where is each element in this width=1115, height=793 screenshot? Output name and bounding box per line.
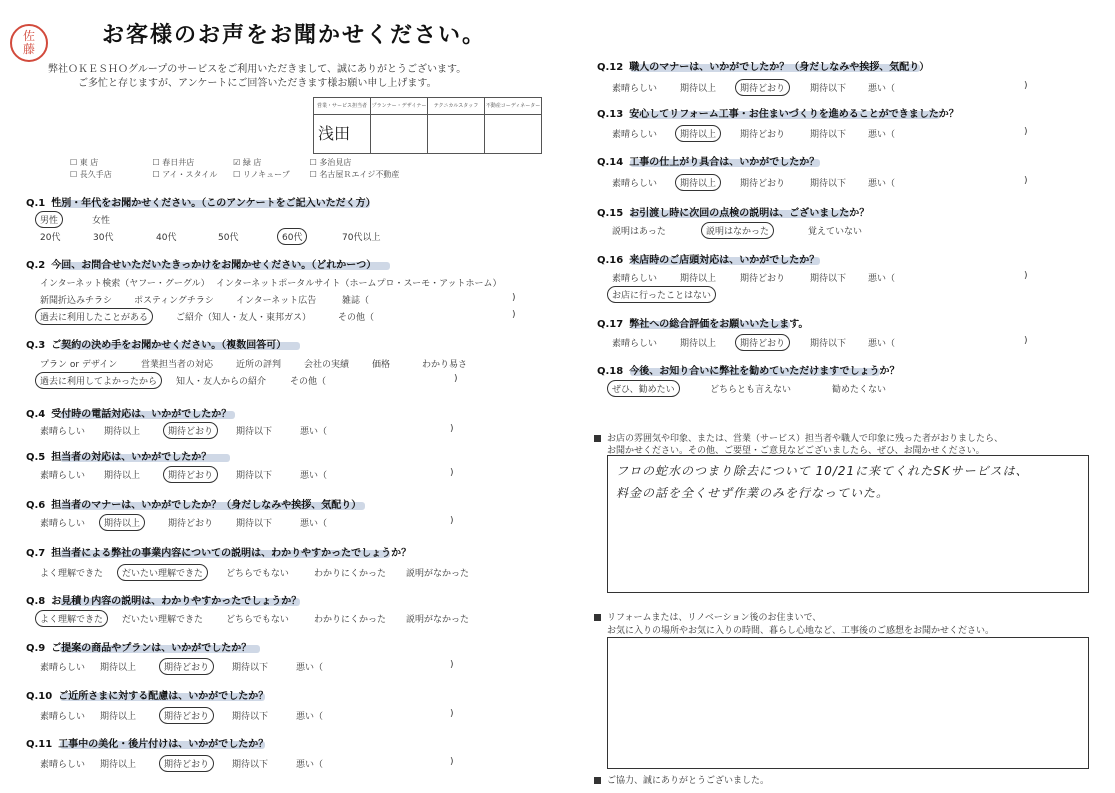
store-checkboxes — [70, 157, 351, 168]
staff-header: 営業・サービス担当者 — [314, 98, 371, 115]
question-16: Q.16 来店時のご店頭対応は、いかがでしたか？ — [597, 255, 820, 266]
q7-option[interactable]: よく理解できた — [40, 569, 104, 579]
q4-option[interactable]: 期待以上 — [104, 427, 141, 437]
question-13: Q.13 安心してリフォーム工事・お住まいづくりを進めることができましたか？ — [597, 109, 959, 120]
comment-box-2[interactable] — [607, 637, 1089, 769]
q2-option[interactable]: インターネット広告 — [236, 296, 317, 306]
comment-prompt-2: リフォームまたは、リノベーション後のお住まいで、 — [594, 610, 821, 623]
q14-option[interactable]: 期待どおり — [740, 179, 786, 189]
store-checkbox[interactable]: ☐ 多治見店 — [309, 158, 352, 167]
intro-line-2: ご多忙と存じますが、アンケートにご回答いただきます様お願い申し上げます。 — [78, 78, 437, 89]
q10-option[interactable]: 期待以上 — [100, 712, 137, 722]
comment-box-1[interactable] — [607, 455, 1089, 593]
q10-option[interactable]: 期待どおり — [159, 707, 214, 724]
page-title: お客様のお声をお聞かせください。 — [102, 23, 487, 48]
q10-option[interactable]: 素晴らしい — [40, 712, 86, 722]
q11-option[interactable]: 素晴らしい — [40, 760, 86, 770]
q6-option[interactable]: 期待どおり — [168, 519, 214, 529]
store-checkbox[interactable]: ☐ リノキューブ — [233, 170, 290, 179]
q6-option[interactable]: 悪い（ — [300, 519, 328, 529]
staff-header: テクニカルスタッフ — [428, 98, 485, 115]
q6-option[interactable]: 期待以下 — [236, 519, 273, 529]
q1-age[interactable]: 60代 — [277, 228, 307, 245]
q4-option[interactable]: 素晴らしい — [40, 427, 86, 437]
q8-option[interactable]: わかりにくかった — [314, 615, 387, 625]
q11-option[interactable]: 悪い（ — [296, 760, 324, 770]
q17-option[interactable]: 期待以下 — [810, 339, 847, 349]
q14-option[interactable]: 期待以下 — [810, 179, 847, 189]
q1-age[interactable]: 20代 — [40, 233, 61, 243]
q9-option[interactable]: 素晴らしい — [40, 663, 86, 673]
question-6: Q.6 担当者のマナーは、いかがでしたか？（身だしなみや挨拶、気配り） — [26, 500, 362, 511]
q11-option[interactable]: 期待以下 — [232, 760, 269, 770]
q3-option[interactable]: その他（ — [290, 377, 327, 387]
q18-option[interactable]: 勧めたくない — [832, 385, 887, 395]
q13-option[interactable]: 悪い（ — [868, 130, 896, 140]
q2-option[interactable]: 過去に利用したことがある — [35, 308, 153, 325]
q16-option[interactable]: 期待以下 — [810, 274, 847, 284]
q11-option[interactable]: 期待どおり — [159, 755, 214, 772]
q13-option[interactable]: 期待以上 — [675, 125, 721, 142]
q3-option[interactable]: プラン or デザイン — [40, 360, 118, 370]
staff-table — [313, 97, 542, 154]
store-checkbox[interactable]: ☐ 春日井店 — [152, 158, 195, 167]
q2-option[interactable]: インターネットポータルサイト（ホームプロ・スーモ・アットホーム） — [216, 279, 502, 289]
q3-option[interactable]: 価格 — [372, 360, 391, 370]
q2-option[interactable]: ポスティングチラシ — [134, 296, 214, 306]
q18-option[interactable]: ぜひ、勧めたい — [607, 380, 680, 397]
question-3: Q.3 ご契約の決め手をお聞かせください。（複数回答可） — [26, 340, 287, 351]
store-checkbox[interactable]: ☐ 東 店 — [70, 158, 99, 167]
q9-option[interactable]: 悪い（ — [296, 663, 324, 673]
q16-option-never-visited[interactable]: お店に行ったことはない — [607, 286, 716, 303]
q1-age[interactable]: 50代 — [218, 233, 239, 243]
q10-option[interactable]: 悪い（ — [296, 712, 324, 722]
q5-option[interactable]: 素晴らしい — [40, 471, 86, 481]
q16-option[interactable]: 期待以上 — [680, 274, 717, 284]
q1-gender-female[interactable]: 女性 — [92, 216, 111, 226]
q14-option[interactable]: 素晴らしい — [612, 179, 658, 189]
bullet-icon — [594, 614, 601, 621]
comment-answer-line1: フロの蛇水のつまり除去について 10/21に来てくれたSKサービスは、 — [616, 464, 1029, 478]
q4-option[interactable]: 期待どおり — [163, 422, 218, 439]
q3-option[interactable]: 知人・友人からの紹介 — [176, 377, 267, 387]
intro-line-1: 弊社ＯＫＥＳＨＯグループのサービスをご利用いただきまして、誠にありがとうございます。 — [48, 64, 467, 75]
q17-option[interactable]: 期待以上 — [680, 339, 717, 349]
q12-option[interactable]: 期待以下 — [810, 84, 847, 94]
q13-option[interactable]: 期待どおり — [740, 130, 786, 140]
q3-option[interactable]: 過去に利用してよかったから — [35, 372, 162, 389]
q9-option[interactable]: 期待以下 — [232, 663, 269, 673]
q14-option[interactable]: 悪い（ — [868, 179, 896, 189]
q1-gender-male[interactable]: 男性 — [35, 211, 63, 228]
q5-option[interactable]: 悪い（ — [300, 471, 328, 481]
q3-option[interactable]: わかり易さ — [422, 360, 468, 370]
q1-age[interactable]: 30代 — [93, 233, 114, 243]
comment-answer-line2: 料金の話を全くせず作業のみを行なっていた。 — [616, 486, 890, 500]
seal-stamp — [10, 24, 48, 62]
q13-option[interactable]: 期待以下 — [810, 130, 847, 140]
question-5: Q.5 担当者の対応は、いかがでしたか？ — [26, 452, 212, 463]
store-checkbox[interactable]: ☐ アイ・スタイル — [152, 170, 218, 179]
q17-option[interactable]: 期待どおり — [735, 334, 790, 351]
q2-option[interactable]: インターネット検索（ヤフー・グーグル） — [40, 279, 210, 289]
q1-age[interactable]: 70代以上 — [342, 233, 381, 243]
thanks-line: ご協力、誠にありがとうございました。 — [594, 773, 769, 786]
q13-option[interactable]: 素晴らしい — [612, 130, 658, 140]
staff-planner-name[interactable] — [371, 115, 428, 154]
q17-option[interactable]: 素晴らしい — [612, 339, 658, 349]
staff-header: 不動産コーディネーター — [485, 98, 542, 115]
q2-option[interactable]: その他（ — [338, 313, 375, 323]
q2-option[interactable]: 新聞折込みチラシ — [40, 296, 113, 306]
q12-option[interactable]: 素晴らしい — [612, 84, 658, 94]
question-1: Q.1 性別・年代をお聞かせください。（このアンケートをご記入いただく方） — [26, 198, 376, 209]
q3-option[interactable]: 営業担当者の対応 — [141, 360, 214, 370]
q7-option[interactable]: だいたい理解できた — [117, 564, 208, 581]
store-checkbox[interactable]: ☐ 名古屋Ｒエイジ不動産 — [309, 170, 400, 179]
q15-option[interactable]: 覚えていない — [808, 227, 863, 237]
q8-option[interactable]: どちらでもない — [226, 615, 289, 625]
comment-prompt-1: お店の雰囲気や印象、または、営業（サービス）担当者や職人で印象に残った者がおりましたら、 — [594, 431, 1003, 444]
q5-option[interactable]: 期待以上 — [104, 471, 141, 481]
question-14: Q.14 工事の仕上がり具合は、いかがでしたか？ — [597, 157, 820, 168]
comment-prompt-2-line2: お気に入りの場所やお気に入りの時間、暮らし心地など、工事後のご感想をお聞かせください。 — [607, 626, 995, 636]
q15-option[interactable]: 説明はなかった — [701, 222, 774, 239]
question-10: Q.10 ご近所さまに対する配慮は、いかがでしたか？ — [26, 691, 269, 702]
q4-option[interactable]: 悪い（ — [300, 427, 328, 437]
question-11: Q.11 工事中の美化・後片付けは、いかがでしたか？ — [26, 739, 269, 750]
q17-option[interactable]: 悪い（ — [868, 339, 896, 349]
question-2: Q.2 今回、お問合せいただいたきっかけをお聞かせください。（どれかーつ） — [26, 260, 377, 271]
question-18: Q.18 今後、お知り合いに弊社を勧めていただけますでしょうか？ — [597, 366, 900, 377]
store-checkbox[interactable]: ☑ 緑 店 — [233, 158, 262, 167]
staff-header: プランナー・デザイナー — [371, 98, 428, 115]
q2-option[interactable]: ご紹介（知人・友人・東邦ガス） — [176, 313, 312, 323]
q8-option[interactable]: よく理解できた — [35, 610, 108, 627]
staff-technical-name[interactable] — [428, 115, 485, 154]
q7-option[interactable]: 説明がなかった — [406, 569, 470, 579]
question-17: Q.17 弊社への総合評価をお願いいたします。 — [597, 319, 809, 330]
bullet-icon — [594, 435, 601, 442]
q14-option[interactable]: 期待以上 — [675, 174, 721, 191]
comment-prompt-1-line2: お聞かせください。その他、ご要望・ご意見などございましたら、ぜひ、お聞かせください。 — [607, 446, 985, 456]
question-8: Q.8 お見積り内容の説明は、わかりやすかったでしょうか？ — [26, 596, 302, 607]
q7-option[interactable]: わかりにくかった — [314, 569, 387, 579]
store-checkbox[interactable]: ☐ 長久手店 — [70, 170, 112, 179]
q6-option[interactable]: 期待以上 — [99, 514, 145, 531]
q12-option[interactable]: 期待以上 — [680, 84, 717, 94]
q12-option[interactable]: 期待どおり — [735, 79, 790, 96]
q5-option[interactable]: 期待以下 — [236, 471, 273, 481]
q9-option[interactable]: 期待どおり — [159, 658, 214, 675]
staff-realestate-name[interactable] — [485, 115, 542, 154]
question-4: Q.4 受付時の電話対応は、いかがでしたか？ — [26, 409, 232, 420]
q4-option[interactable]: 期待以下 — [236, 427, 273, 437]
q18-option[interactable]: どちらとも言えない — [710, 385, 792, 395]
q12-option[interactable]: 悪い（ — [868, 84, 896, 94]
q8-option[interactable]: だいたい理解できた — [122, 615, 204, 625]
q10-option[interactable]: 期待以下 — [232, 712, 269, 722]
q9-option[interactable]: 期待以上 — [100, 663, 137, 673]
seal-stamp-text: 佐藤 — [22, 29, 35, 56]
question-7: Q.7 担当者による弊社の事業内容についての説明は、わかりやすかったでしょうか？ — [26, 548, 412, 559]
q5-option[interactable]: 期待どおり — [163, 466, 218, 483]
q1-age[interactable]: 40代 — [156, 233, 177, 243]
q3-option[interactable]: 近所の評判 — [236, 360, 282, 370]
q16-option[interactable]: 素晴らしい — [612, 274, 658, 284]
q3-option[interactable]: 会社の実績 — [304, 360, 350, 370]
q16-option[interactable]: 期待どおり — [740, 274, 786, 284]
q11-option[interactable]: 期待以上 — [100, 760, 137, 770]
store-checkboxes-row2 — [70, 169, 399, 180]
question-9: Q.9 ご提案の商品やプランは、いかがでしたか？ — [26, 643, 252, 654]
q15-option[interactable]: 説明はあった — [612, 227, 666, 237]
question-15: Q.15 お引渡し時に次回の点検の説明は、ございましたか？ — [597, 208, 870, 219]
q7-option[interactable]: どちらでもない — [226, 569, 289, 579]
bullet-icon — [594, 777, 601, 784]
q8-option[interactable]: 説明がなかった — [406, 615, 470, 625]
question-12: Q.12 職人のマナーは、いかがでしたか？（身だしなみや挨拶、気配り） — [597, 62, 930, 73]
q2-option[interactable]: 雑誌（ — [342, 296, 370, 306]
staff-sales-name[interactable]: 浅田 — [314, 115, 371, 154]
q16-option[interactable]: 悪い（ — [868, 274, 896, 284]
q6-option[interactable]: 素晴らしい — [40, 519, 86, 529]
